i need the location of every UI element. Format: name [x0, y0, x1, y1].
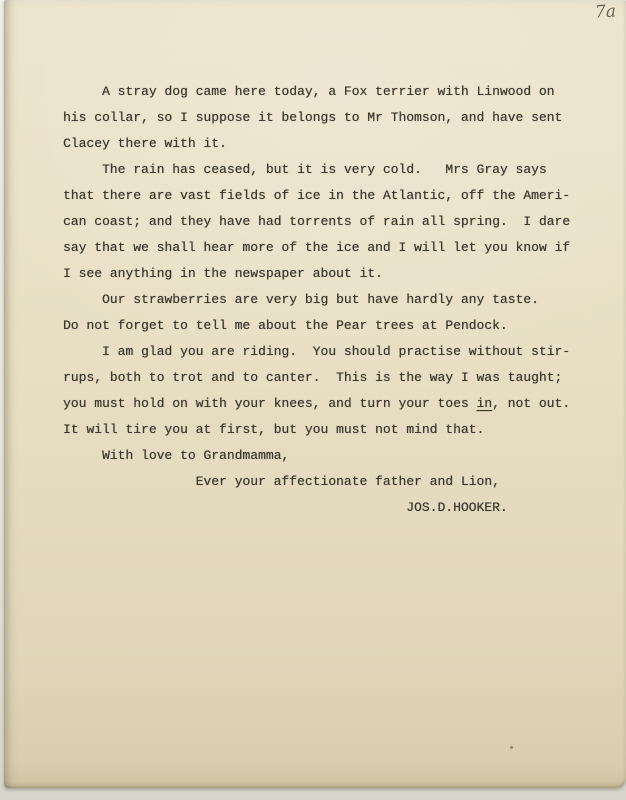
letter-body — [63, 79, 570, 521]
line-text: his collar, so I suppose it belongs to Mr Thomson, and have sent — [63, 110, 563, 125]
line-text: say that we shall hear more of the ice and I will let you know if — [63, 240, 571, 255]
line-text: you must hold on with your knees, and turn your toes — [63, 396, 477, 411]
line-text: A stray dog came here today, a Fox terrier with Linwood on — [63, 84, 555, 99]
letter-page — [4, 0, 626, 788]
page-number-annotation: 7a — [594, 1, 617, 23]
paper-speck — [510, 746, 513, 749]
line-text: I am glad you are riding. You should practise without stir- — [63, 344, 571, 359]
letter-line — [63, 157, 570, 183]
letter-line — [63, 469, 570, 495]
letter-line — [63, 313, 570, 339]
letter-line — [63, 105, 570, 131]
letter-line — [63, 365, 570, 391]
letter-line — [63, 235, 570, 261]
letter-line — [63, 261, 570, 287]
line-text: Our strawberries are very big but have hardly any taste. — [63, 292, 539, 307]
line-text: Clacey there with it. — [63, 136, 227, 151]
letter-line — [63, 339, 570, 365]
underlined-word: in — [476, 396, 493, 411]
line-text: With love to Grandmamma, — [63, 448, 290, 463]
letter-line — [63, 79, 570, 105]
line-text: I see anything in the newspaper about it. — [63, 266, 383, 281]
letter-line — [63, 443, 570, 469]
letter-line — [63, 417, 570, 443]
letter-line — [63, 209, 570, 235]
line-text: JOS.D.HOOKER. — [63, 500, 508, 515]
line-text: , not out. — [492, 396, 571, 411]
line-text: that there are vast fields of ice in the Atlantic, off the Ameri- — [63, 188, 571, 203]
letter-line — [63, 287, 570, 313]
line-text: It will tire you at first, but you must not mind that. — [63, 422, 485, 437]
letter-line — [63, 131, 570, 157]
line-text: Ever your affectionate father and Lion, — [63, 474, 500, 489]
letter-line — [63, 391, 570, 417]
letter-line — [63, 183, 570, 209]
line-text: The rain has ceased, but it is very cold. Mrs Gray says — [63, 162, 547, 177]
line-text: rups, both to trot and to canter. This is the way I was taught; — [63, 370, 563, 385]
letter-line — [63, 495, 570, 521]
line-text: can coast; and they have had torrents of rain all spring. I dare — [63, 214, 571, 229]
line-text: Do not forget to tell me about the Pear trees at Pendock. — [63, 318, 508, 333]
